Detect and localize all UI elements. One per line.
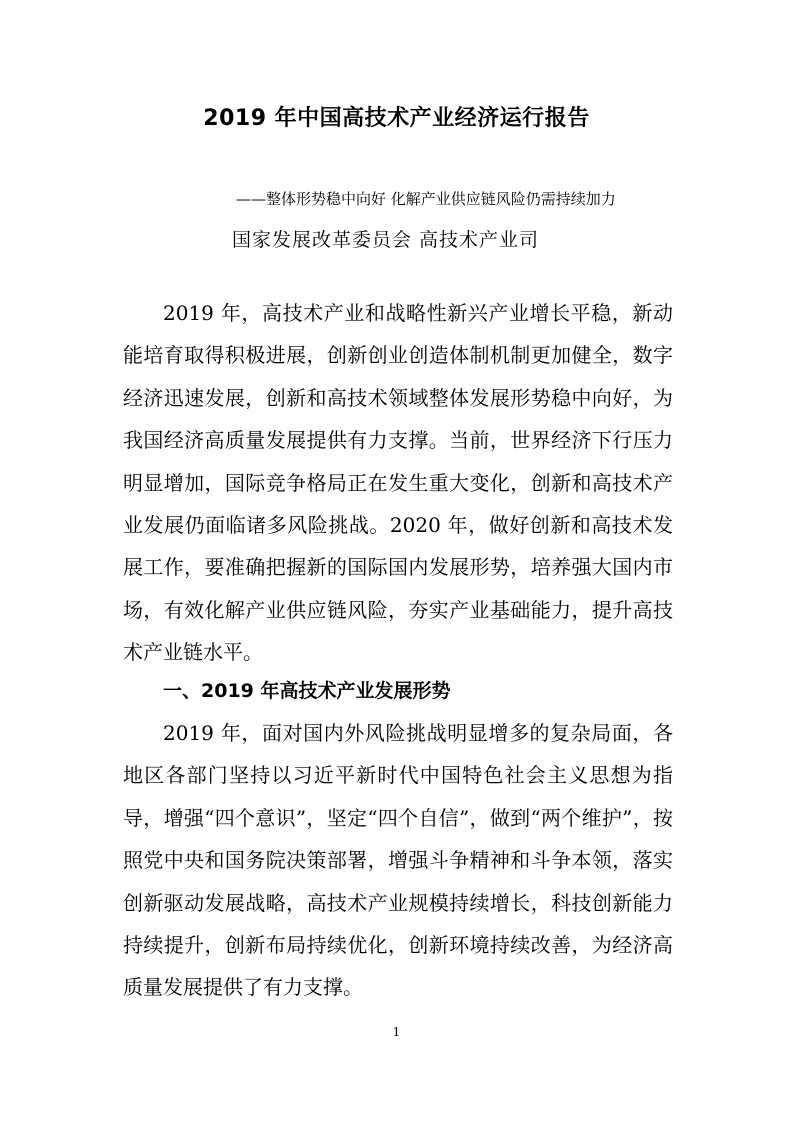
intro-paragraph: 2019 年，高技术产业和战略性新兴产业增长平稳，新动能培育取得积极进展，创新创业创造体制机制更加健全，数字经济迅速发展，创新和高技术领域整体发展形势稳中向好，为我国经济高质量发展提供有力支撑。当前，世界经济下行压力明显增加，国际竞争格局正在发生重大变化，创新和高技术产业发展仍面临诸多风险挑战。2020 年，做好创新和高技术发展工作，要准确把握新的国际国内发展形势，培养强大国内市场，有效化解产业供应链风险，夯实产业基础能力，提升高技术产业链水平。 (123, 301, 673, 665)
section-paragraph: 2019 年，面对国内外风险挑战明显增多的复杂局面，各地区各部门坚持以习近平新时代中国特色社会主义思想为指导，增强“四个意识”，坚定“四个自信”，做到“两个维护”，按照党中央和国务院决策部署，增强斗争精神和斗争本领，落实创新驱动发展战略，高技术产业规模持续增长，科技创新能力持续提升，创新布局持续优化，创新环境持续改善，为经济高质量发展提供了有力支撑。 (123, 721, 673, 1000)
document-title: 2019 年中国高技术产业经济运行报告 (203, 106, 590, 131)
issuing-authority: 国家发展改革委员会 高技术产业司 (232, 229, 540, 251)
document-subtitle: ——整体形势稳中向好 化解产业供应链风险仍需持续加力 (236, 190, 616, 208)
section-heading: 一、2019 年高技术产业发展形势 (163, 680, 451, 702)
page-number: 1 (392, 1025, 401, 1039)
